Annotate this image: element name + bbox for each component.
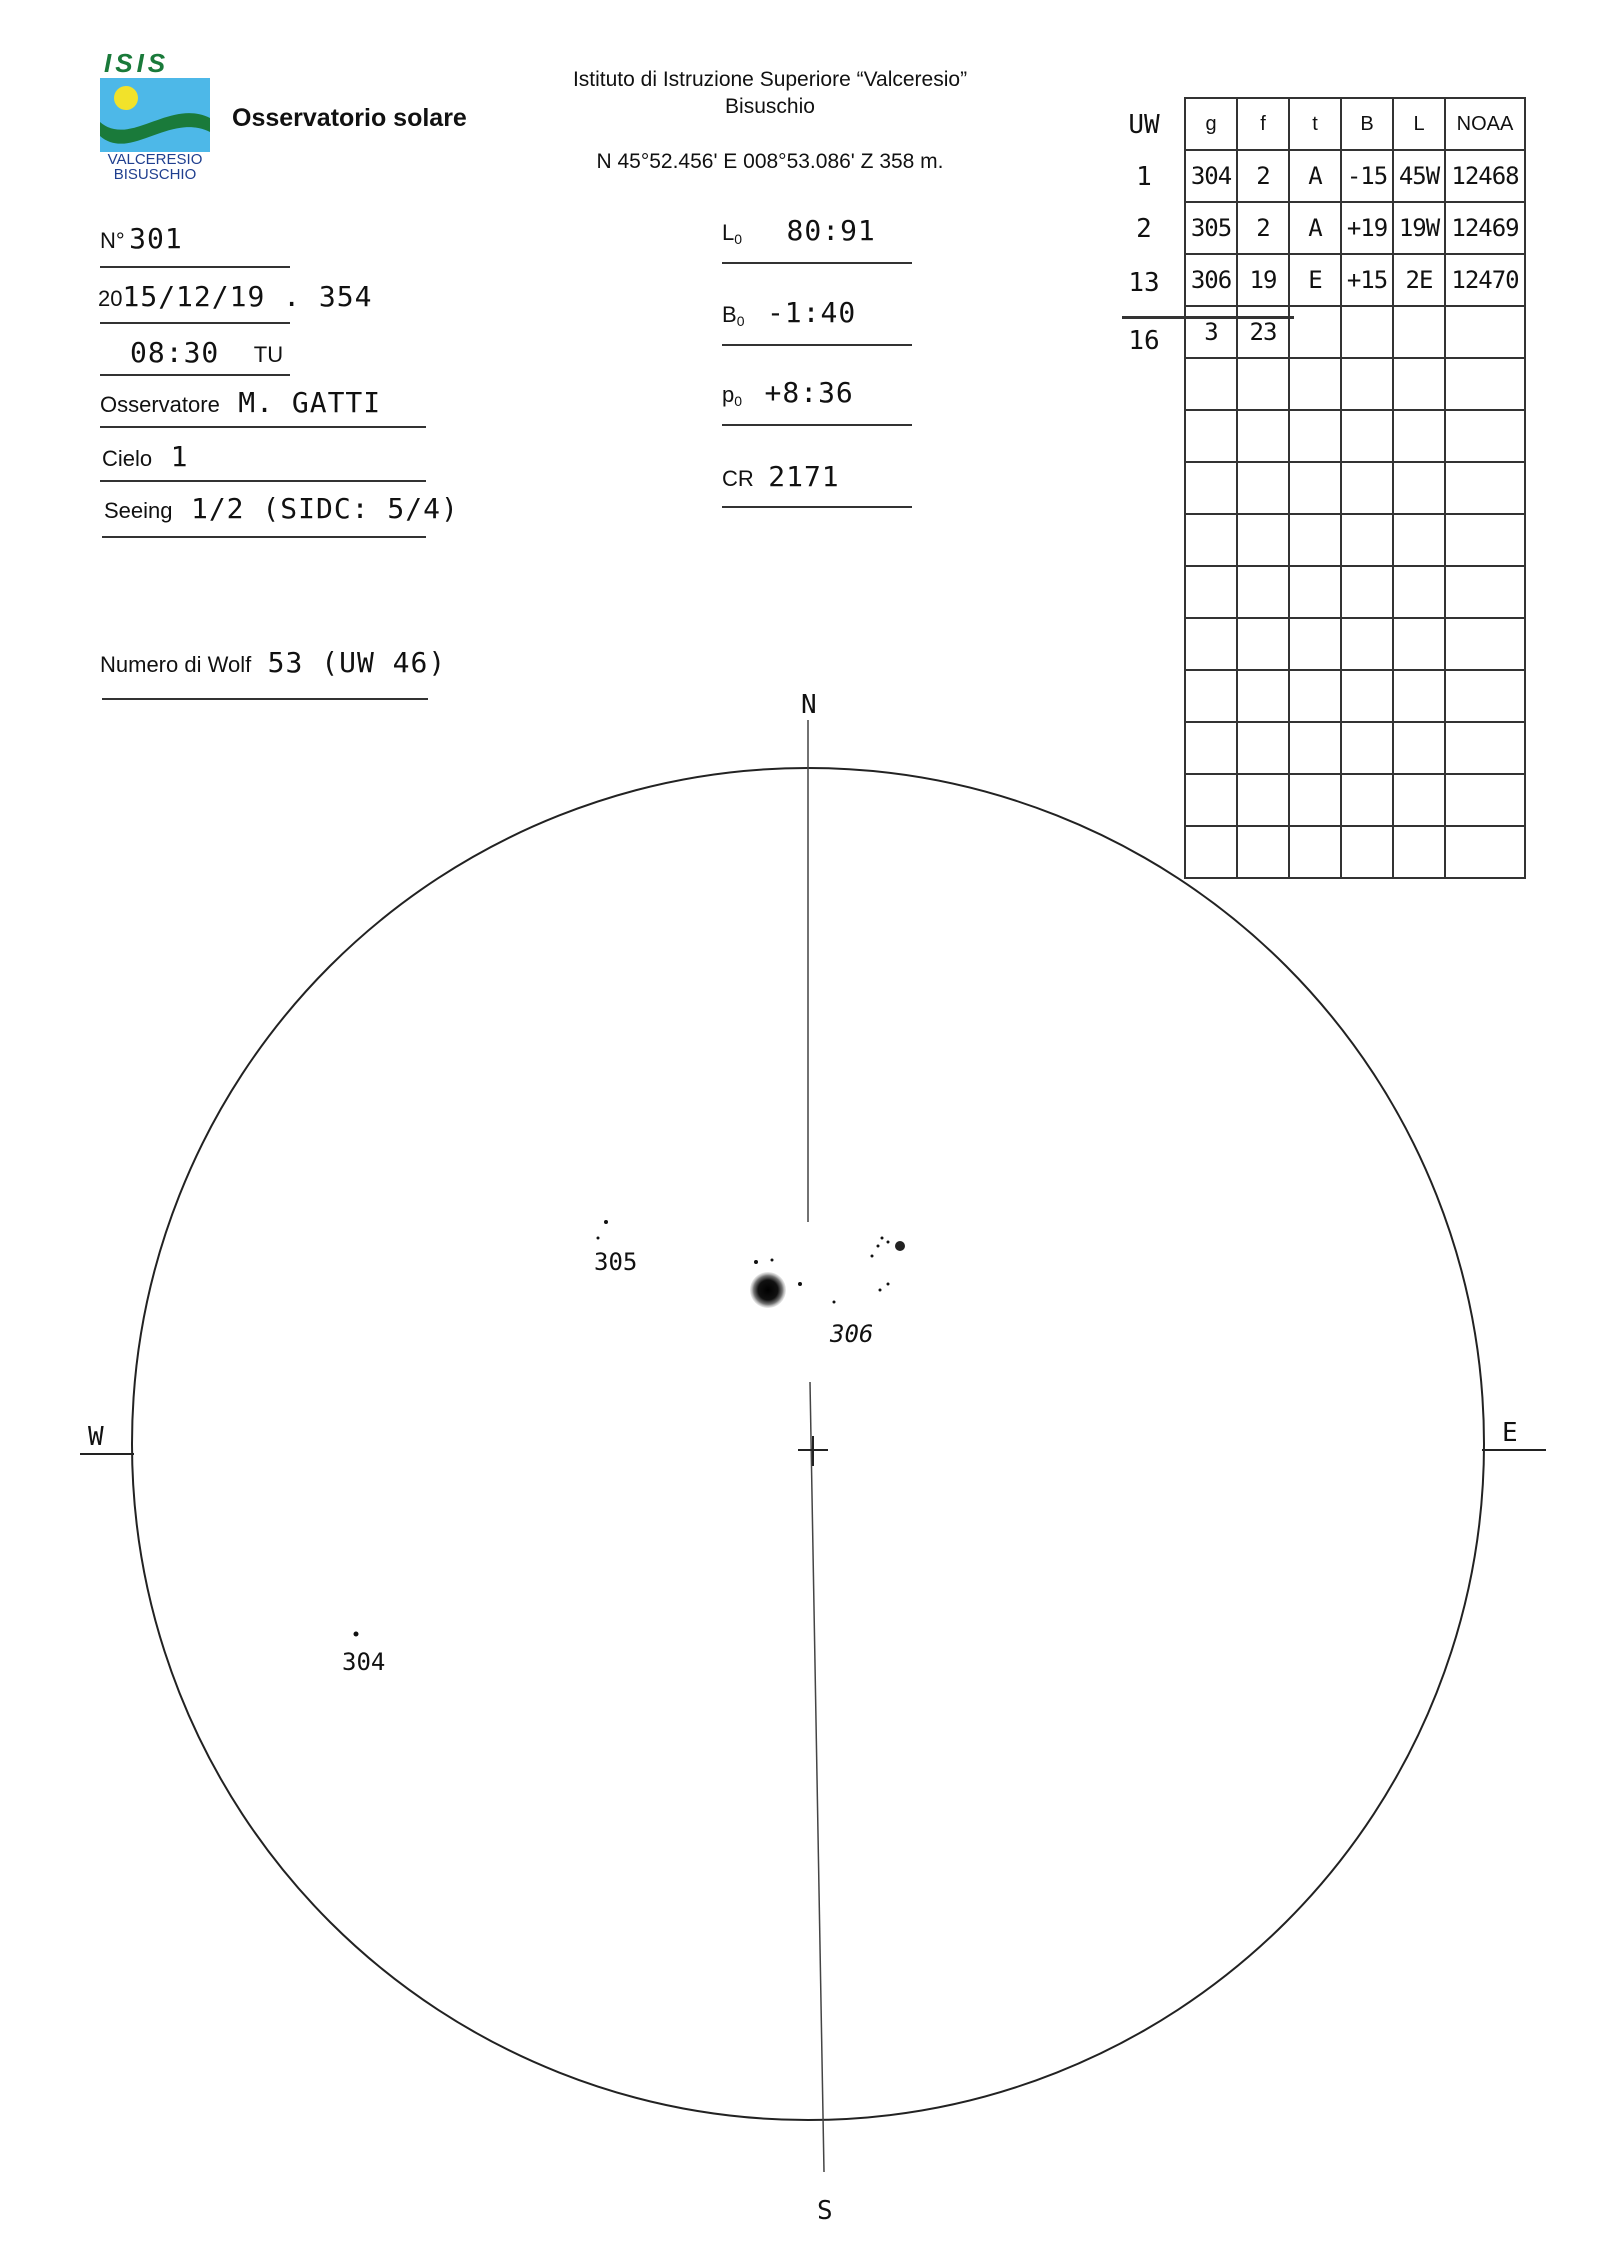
table-cell: 19	[1237, 254, 1289, 306]
field-wolf-number: Numero di Wolf 53 (UW 46)	[100, 646, 447, 679]
col-header-t: t	[1289, 98, 1341, 150]
uw-value: 16	[1128, 326, 1160, 356]
field-p0: $p_0$ +8:36	[722, 376, 854, 410]
table-cell: 305	[1185, 202, 1237, 254]
west-label: W	[88, 1422, 104, 1452]
table-cell: A	[1289, 202, 1341, 254]
table-cell: 45W	[1393, 150, 1445, 202]
col-header-g: g	[1185, 98, 1237, 150]
sunspot	[771, 1259, 774, 1262]
field-l0: $L_0$ 80:91	[722, 214, 876, 248]
observatory-title: Osservatorio solare	[232, 104, 467, 132]
sunspot	[877, 1245, 880, 1248]
table-cell: A	[1289, 150, 1341, 202]
table-cell: 2	[1237, 150, 1289, 202]
uw-header: UW	[1128, 110, 1160, 140]
site-coordinates: N 45°52.456' E 008°53.086' Z 358 m.	[596, 150, 944, 173]
uw-value: 2	[1136, 214, 1152, 244]
sunspot	[354, 1632, 359, 1637]
group-label-305: 305	[594, 1248, 638, 1276]
sunspot	[887, 1241, 890, 1244]
table-cell: 12468	[1445, 150, 1525, 202]
sunspot	[754, 1260, 758, 1264]
south-axis	[810, 1382, 824, 2172]
north-label: N	[801, 690, 817, 720]
table-cell: 12469	[1445, 202, 1525, 254]
logo-subtitle: VALCERESIO BISUSCHIO	[107, 151, 203, 183]
uw-value: 1	[1136, 162, 1152, 192]
sunspot	[597, 1237, 600, 1240]
col-header-noaa: NOAA	[1445, 98, 1525, 150]
sunspot	[879, 1289, 882, 1292]
sunspot	[887, 1283, 890, 1286]
table-cell: 306	[1185, 254, 1237, 306]
table-cell: 19W	[1393, 202, 1445, 254]
field-carrington-rotation: CR 2171	[722, 460, 840, 493]
sunspot	[833, 1301, 836, 1304]
table-cell: +15	[1341, 254, 1393, 306]
sunspot	[604, 1220, 608, 1224]
table-cell: 12470	[1445, 254, 1525, 306]
field-date: 2015/12/19 . 354	[98, 280, 373, 313]
field-number: N° 301	[100, 222, 183, 255]
logo-wordmark: ISIS	[104, 48, 170, 78]
institute-name: Istituto di Istruzione Superiore “Valceresio” Bisuschio	[572, 68, 968, 118]
field-sky: Cielo 1	[102, 440, 189, 473]
east-label: E	[1502, 1418, 1518, 1448]
sunspot	[871, 1255, 874, 1258]
table-cell: 3	[1185, 306, 1237, 358]
field-observer: Osservatore M. GATTI	[100, 386, 382, 419]
table-cell: +19	[1341, 202, 1393, 254]
field-seeing: Seeing 1/2 (SIDC: 5/4)	[104, 492, 459, 525]
field-time: 08:30 TU	[130, 336, 284, 369]
sunspot-umbra	[750, 1272, 786, 1308]
table-cell: 2E	[1393, 254, 1445, 306]
sunspot	[895, 1241, 905, 1251]
table-cell: 23	[1237, 306, 1289, 358]
table-cell: 2	[1237, 202, 1289, 254]
col-header-b: B	[1341, 98, 1393, 150]
sunspot	[881, 1237, 884, 1240]
uw-value: 13	[1128, 268, 1160, 298]
south-label: S	[817, 2196, 833, 2226]
group-label-304: 304	[342, 1648, 386, 1676]
sunspot	[798, 1282, 802, 1286]
table-cell: 304	[1185, 150, 1237, 202]
col-header-f: f	[1237, 98, 1289, 150]
table-cell: -15	[1341, 150, 1393, 202]
field-b0: $B_0$ -1:40	[722, 296, 857, 330]
col-header-l: L	[1393, 98, 1445, 150]
group-label-306: 306	[830, 1320, 874, 1348]
table-cell: E	[1289, 254, 1341, 306]
